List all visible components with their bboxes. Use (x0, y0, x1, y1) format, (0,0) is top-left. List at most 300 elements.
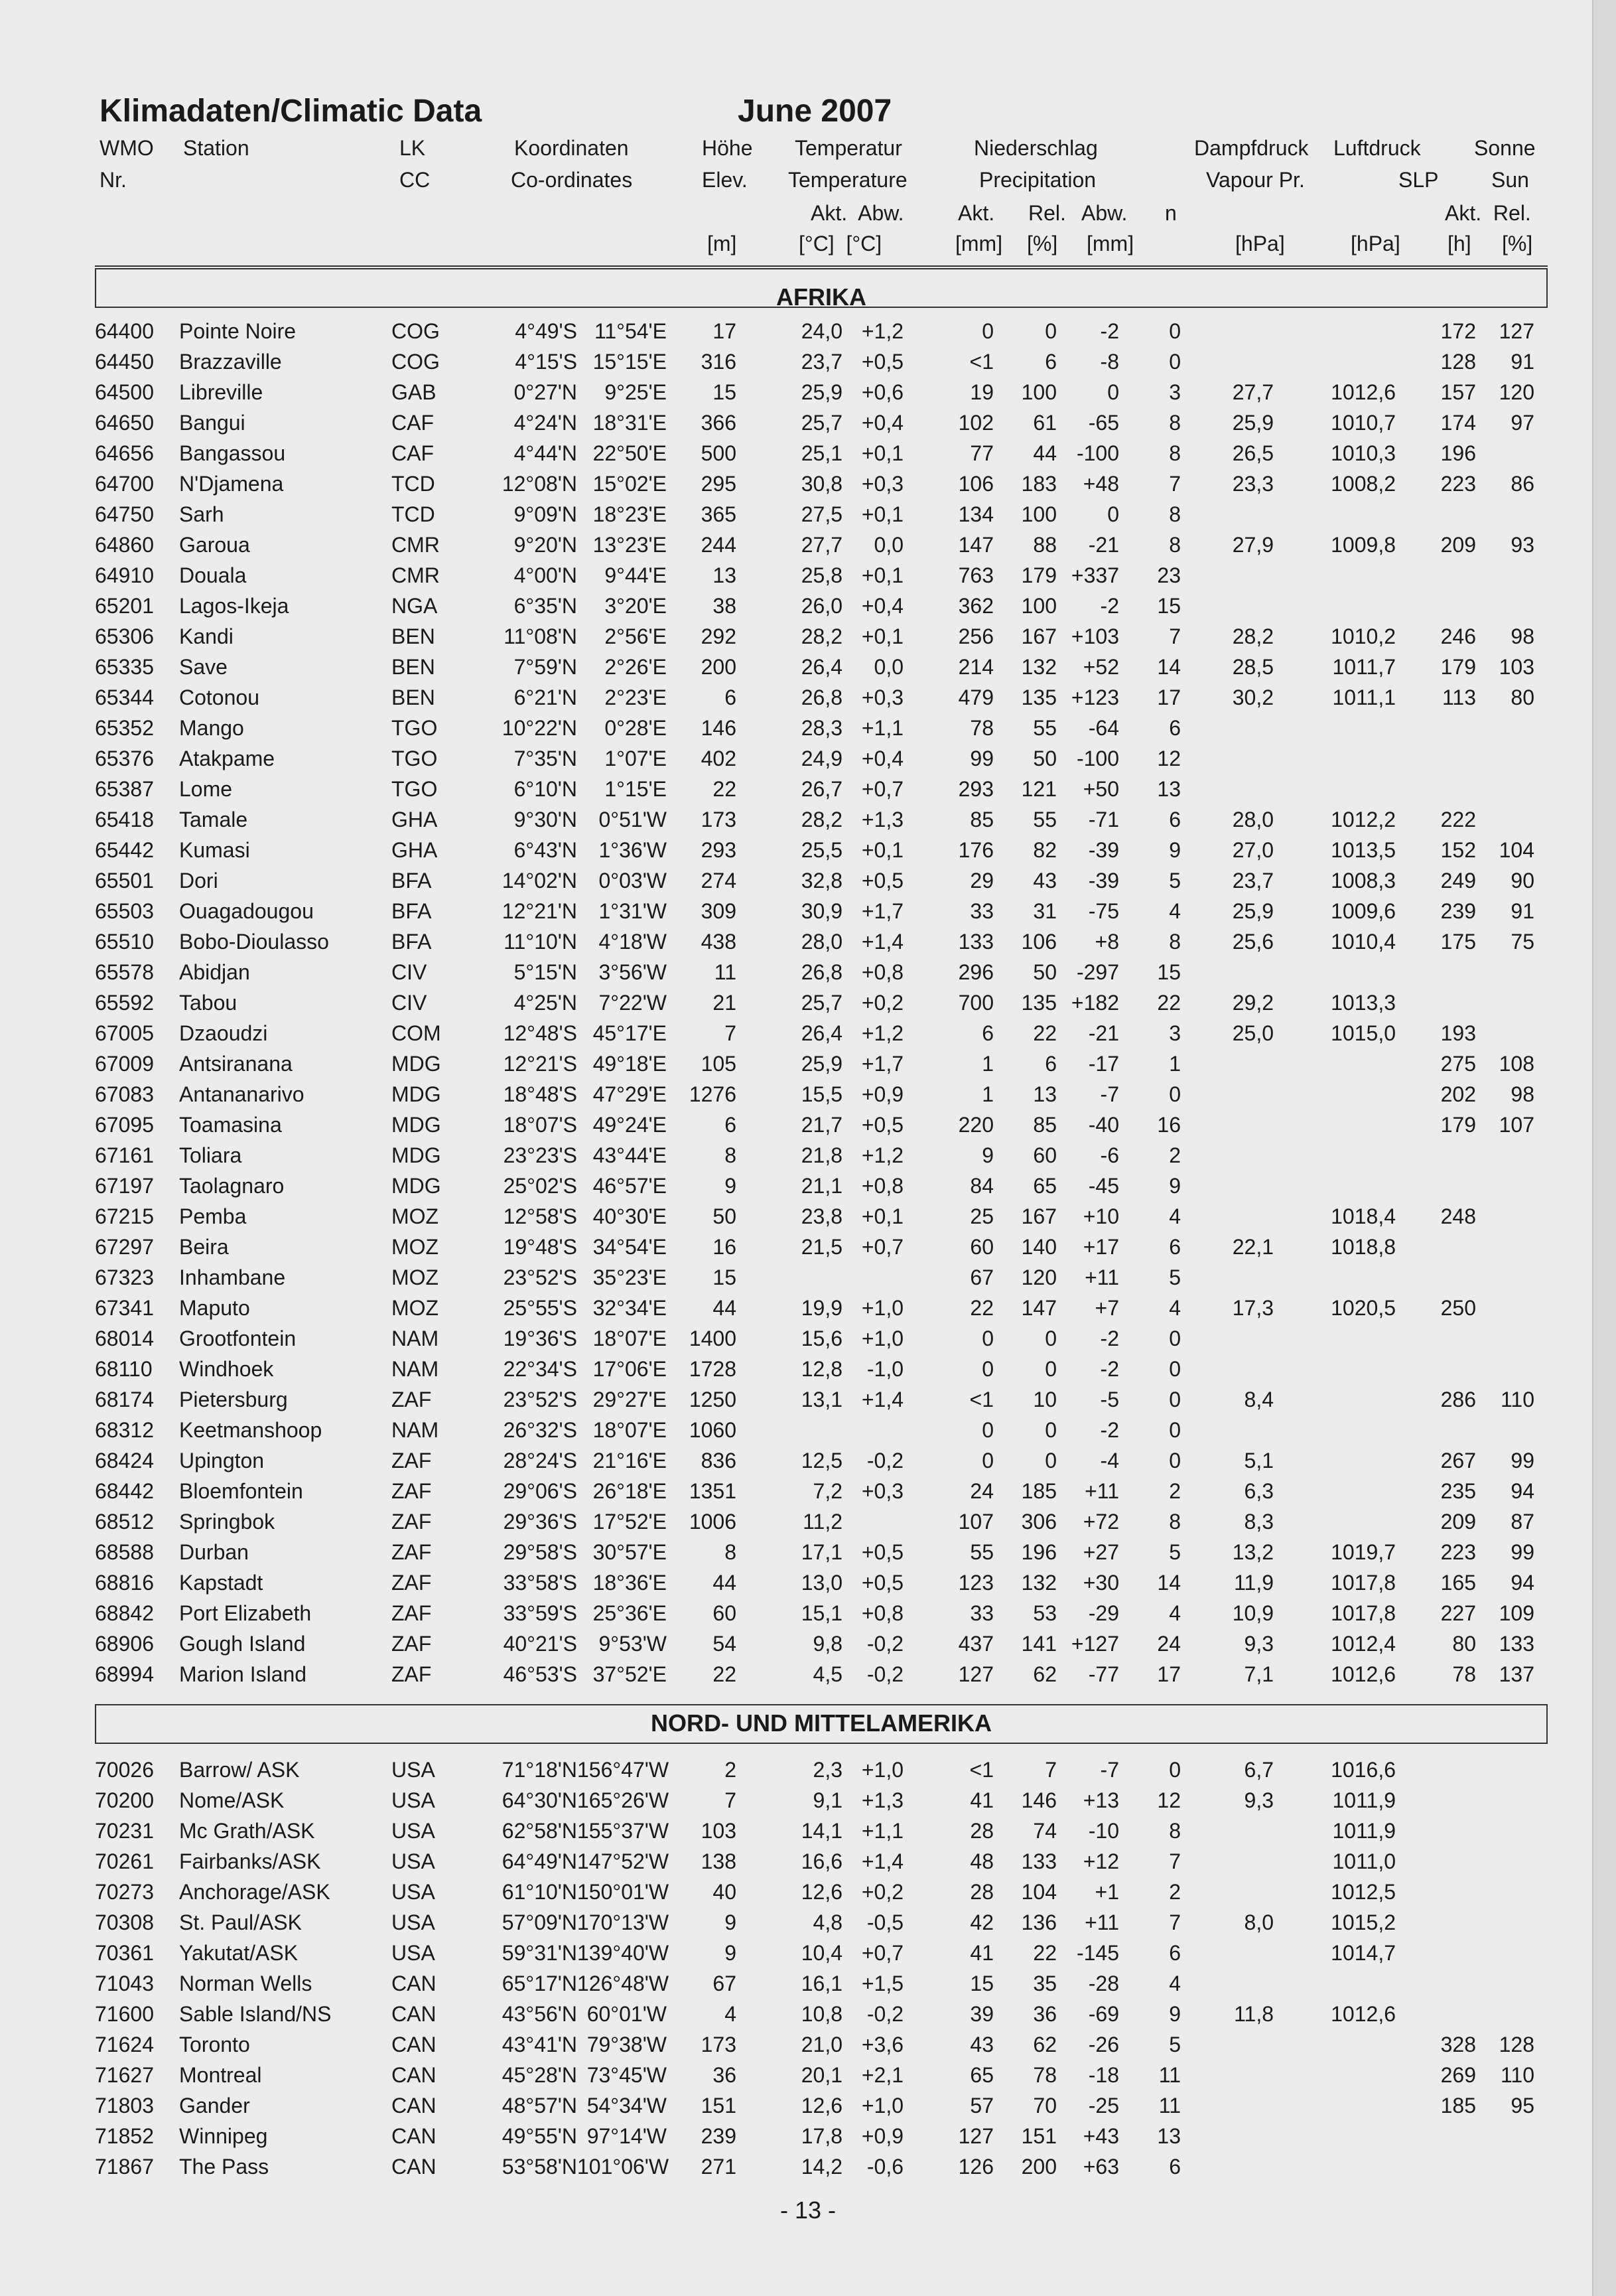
elevation-cell: 13 (712, 563, 736, 587)
country-code-cell: CAN (391, 2063, 437, 2087)
precip-days-cell: 7 (1169, 624, 1181, 648)
precip-deviation-cell: +182 (1071, 991, 1119, 1015)
table-row (0, 1262, 1592, 1293)
precip-relative-cell: 100 (1021, 502, 1057, 526)
longitude-cell: 1°36'W (598, 838, 667, 862)
table-row (0, 316, 1592, 346)
column-header: Dampfdruck (1194, 136, 1309, 160)
sunshine-hours-cell: 223 (1440, 1540, 1476, 1564)
longitude-cell: 18°07'E (592, 1327, 667, 1350)
column-header: [h] (1448, 232, 1471, 255)
temperature-cell: 30,8 (801, 472, 842, 496)
table-row (0, 1048, 1592, 1079)
sunshine-relative-cell: 91 (1511, 350, 1534, 374)
latitude-cell: 43°56'N (502, 2002, 577, 2026)
precip-days-cell: 8 (1169, 930, 1181, 954)
precip-amount-cell: 19 (970, 380, 994, 404)
vapour-pressure-cell: 10,9 (1232, 1601, 1274, 1625)
table-row (0, 987, 1592, 1018)
precip-relative-cell: 43 (1033, 869, 1057, 893)
precip-days-cell: 0 (1169, 1388, 1181, 1411)
table-row (0, 1323, 1592, 1354)
station-name-cell: Kandi (179, 624, 234, 648)
station-name-cell: Ouagadougou (179, 899, 314, 923)
elevation-cell: 11 (714, 960, 736, 984)
sea-level-pressure-cell: 1016,6 (1331, 1758, 1396, 1782)
sea-level-pressure-cell: 1017,8 (1331, 1571, 1396, 1595)
precip-amount-cell: 0 (982, 319, 994, 343)
temperature-cell: 26,8 (801, 685, 842, 709)
table-row (0, 896, 1592, 926)
precip-deviation-cell: -39 (1088, 869, 1119, 893)
precip-deviation-cell: -65 (1088, 411, 1119, 435)
country-code-cell: BFA (391, 930, 432, 954)
temperature-cell: 28,0 (801, 930, 842, 954)
latitude-cell: 4°15'S (515, 350, 577, 374)
temperature-deviation-cell: +1,0 (861, 2094, 904, 2117)
station-name-cell: Libreville (179, 380, 263, 404)
wmo-number-cell: 65578 (95, 960, 154, 984)
column-header: SLP (1398, 168, 1439, 192)
temperature-cell: 30,9 (801, 899, 842, 923)
column-header: Abw. (1081, 201, 1128, 225)
country-code-cell: MOZ (391, 1204, 439, 1228)
elevation-cell: 173 (701, 808, 736, 831)
precip-days-cell: 1 (1169, 1052, 1181, 1076)
latitude-cell: 23°23'S (503, 1143, 577, 1167)
column-header: Temperature (788, 168, 908, 192)
sea-level-pressure-cell: 1012,2 (1331, 808, 1396, 831)
sunshine-hours-cell: 209 (1440, 533, 1476, 557)
station-name-cell: Tamale (179, 808, 248, 831)
temperature-deviation-cell: +0,2 (861, 991, 904, 1015)
latitude-cell: 59°31'N (502, 1941, 577, 1965)
latitude-cell: 5°15'N (513, 960, 577, 984)
elevation-cell: 1060 (689, 1418, 736, 1442)
station-name-cell: Atakpame (179, 747, 275, 770)
wmo-number-cell: 70231 (95, 1819, 154, 1843)
column-header: Luftdruck (1333, 136, 1421, 160)
elevation-cell: 402 (701, 747, 736, 770)
temperature-deviation-cell: 0,0 (874, 533, 904, 557)
column-header: Temperatur (795, 136, 902, 160)
latitude-cell: 33°58'S (503, 1571, 577, 1595)
elevation-cell: 316 (701, 350, 736, 374)
latitude-cell: 7°59'N (513, 655, 577, 679)
wmo-number-cell: 68110 (95, 1357, 153, 1381)
country-code-cell: ZAF (391, 1388, 432, 1411)
precip-deviation-cell: +17 (1083, 1235, 1119, 1259)
latitude-cell: 9°09'N (513, 502, 577, 526)
wmo-number-cell: 65510 (95, 930, 154, 954)
temperature-cell: 25,7 (801, 991, 842, 1015)
precip-amount-cell: 107 (958, 1510, 994, 1534)
temperature-cell: 20,1 (801, 2063, 842, 2087)
country-code-cell: CAN (391, 2033, 437, 2056)
longitude-cell: 9°53'W (598, 1632, 667, 1656)
temperature-cell: 25,5 (801, 838, 842, 862)
wmo-number-cell: 65503 (95, 899, 154, 923)
elevation-cell: 6 (724, 685, 736, 709)
sea-level-pressure-cell: 1013,3 (1331, 991, 1396, 1015)
station-name-cell: The Pass (179, 2155, 269, 2179)
precip-deviation-cell: -17 (1088, 1052, 1119, 1076)
sunshine-relative-cell: 99 (1511, 1449, 1534, 1472)
country-code-cell: NAM (391, 1418, 439, 1442)
temperature-cell: 13,1 (801, 1388, 842, 1411)
latitude-cell: 65°17'N (502, 1972, 577, 1995)
sea-level-pressure-cell: 1008,3 (1331, 869, 1396, 893)
temperature-deviation-cell: +1,7 (861, 1052, 904, 1076)
station-name-cell: Upington (179, 1449, 265, 1472)
vapour-pressure-cell: 25,6 (1232, 930, 1274, 954)
column-header: Station (183, 136, 249, 160)
latitude-cell: 4°44'N (513, 441, 577, 465)
latitude-cell: 18°07'S (503, 1113, 577, 1137)
precip-amount-cell: 220 (958, 1113, 994, 1137)
precip-relative-cell: 100 (1021, 380, 1057, 404)
precip-relative-cell: 55 (1033, 716, 1057, 740)
wmo-number-cell: 71043 (95, 1972, 154, 1995)
sunshine-relative-cell: 91 (1511, 899, 1534, 923)
temperature-deviation-cell: +1,2 (861, 1021, 904, 1045)
country-code-cell: CAN (391, 1972, 437, 1995)
precip-days-cell: 15 (1157, 960, 1181, 984)
latitude-cell: 71°18'N (502, 1758, 577, 1782)
period-title: June 2007 (738, 94, 892, 129)
precip-days-cell: 0 (1169, 1327, 1181, 1350)
elevation-cell: 22 (712, 1662, 736, 1686)
temperature-deviation-cell: +0,5 (861, 869, 904, 893)
precip-relative-cell: 35 (1033, 1972, 1057, 1995)
table-body-north-america (0, 1755, 1592, 2182)
elevation-cell: 105 (701, 1052, 736, 1076)
elevation-cell: 271 (701, 2155, 736, 2179)
precip-days-cell: 8 (1169, 411, 1181, 435)
longitude-cell: 156°47'W (577, 1758, 669, 1782)
precip-amount-cell: 22 (970, 1296, 994, 1320)
precip-days-cell: 23 (1157, 563, 1181, 587)
wmo-number-cell: 67297 (95, 1235, 154, 1259)
table-row (0, 1171, 1592, 1201)
wmo-number-cell: 64910 (95, 563, 154, 587)
elevation-cell: 2 (724, 1758, 736, 1782)
sunshine-relative-cell: 103 (1499, 655, 1534, 679)
precip-deviation-cell: -29 (1088, 1601, 1119, 1625)
precip-relative-cell: 6 (1045, 1052, 1057, 1076)
latitude-cell: 19°36'S (503, 1327, 577, 1350)
precip-deviation-cell: -8 (1100, 350, 1119, 374)
wmo-number-cell: 70308 (95, 1910, 154, 1934)
station-name-cell: Tabou (179, 991, 237, 1015)
vapour-pressure-cell: 9,3 (1244, 1632, 1274, 1656)
latitude-cell: 11°10'N (504, 930, 577, 954)
temperature-deviation-cell: -0,2 (866, 2002, 904, 2026)
country-code-cell: USA (391, 1819, 435, 1843)
precip-days-cell: 7 (1169, 1849, 1181, 1873)
temperature-cell: 27,5 (801, 502, 842, 526)
latitude-cell: 18°48'S (503, 1082, 577, 1106)
sunshine-relative-cell: 94 (1511, 1571, 1534, 1595)
precip-relative-cell: 78 (1033, 2063, 1057, 2087)
elevation-cell: 8 (724, 1540, 736, 1564)
precip-deviation-cell: -2 (1100, 319, 1119, 343)
temperature-deviation-cell: -1,0 (866, 1357, 904, 1381)
precip-days-cell: 2 (1169, 1479, 1181, 1503)
precip-amount-cell: 41 (970, 1941, 994, 1965)
vapour-pressure-cell: 25,9 (1232, 899, 1274, 923)
longitude-cell: 49°24'E (592, 1113, 667, 1137)
temperature-cell: 12,5 (801, 1449, 842, 1472)
sunshine-relative-cell: 95 (1511, 2094, 1534, 2117)
precip-deviation-cell: -21 (1088, 533, 1119, 557)
column-header: Niederschlag (974, 136, 1098, 160)
temperature-deviation-cell: +0,3 (861, 1479, 904, 1503)
section-header-north-america: NORD- UND MITTELAMERIKA (95, 1704, 1548, 1744)
precip-days-cell: 3 (1169, 1021, 1181, 1045)
sunshine-hours-cell: 249 (1440, 869, 1476, 893)
sunshine-hours-cell: 209 (1440, 1510, 1476, 1534)
country-code-cell: BFA (391, 869, 432, 893)
precip-amount-cell: 33 (970, 899, 994, 923)
table-row (0, 591, 1592, 621)
precip-deviation-cell: 0 (1107, 380, 1119, 404)
precip-amount-cell: 42 (970, 1910, 994, 1934)
table-row (0, 1628, 1592, 1659)
temperature-cell: 12,8 (801, 1357, 842, 1381)
precip-deviation-cell: -40 (1088, 1113, 1119, 1137)
precip-amount-cell: <1 (969, 1388, 994, 1411)
temperature-deviation-cell: +0,1 (861, 838, 904, 862)
precip-amount-cell: 700 (958, 991, 994, 1015)
wmo-number-cell: 65352 (95, 716, 154, 740)
station-name-cell: Taolagnaro (179, 1174, 285, 1198)
temperature-cell: 26,7 (801, 777, 842, 801)
header-rule (95, 265, 1548, 267)
column-header: Co-ordinates (511, 168, 633, 192)
precip-relative-cell: 132 (1021, 1571, 1057, 1595)
temperature-deviation-cell: +0,8 (861, 1601, 904, 1625)
country-code-cell: MDG (391, 1082, 441, 1106)
precip-deviation-cell: +63 (1083, 2155, 1119, 2179)
elevation-cell: 44 (712, 1296, 736, 1320)
precip-days-cell: 7 (1169, 472, 1181, 496)
temperature-cell: 17,1 (801, 1540, 842, 1564)
station-name-cell: Yakutat/ASK (179, 1941, 299, 1965)
elevation-cell: 438 (701, 930, 736, 954)
column-header: Koordinaten (514, 136, 629, 160)
station-name-cell: Inhambane (179, 1265, 286, 1289)
sunshine-relative-cell: 93 (1511, 533, 1534, 557)
precip-deviation-cell: -2 (1100, 1327, 1119, 1350)
elevation-cell: 293 (701, 838, 736, 862)
precip-days-cell: 17 (1157, 685, 1181, 709)
temperature-deviation-cell: -0,5 (866, 1910, 904, 1934)
sunshine-hours-cell: 196 (1440, 441, 1476, 465)
station-name-cell: Maputo (179, 1296, 250, 1320)
elevation-cell: 365 (701, 502, 736, 526)
wmo-number-cell: 68994 (95, 1662, 154, 1686)
station-name-cell: Lome (179, 777, 233, 801)
precip-relative-cell: 50 (1033, 747, 1057, 770)
precip-amount-cell: 362 (958, 594, 994, 618)
table-row (0, 560, 1592, 591)
country-code-cell: USA (391, 1880, 435, 1904)
table-row (0, 1140, 1592, 1171)
precip-days-cell: 9 (1169, 1174, 1181, 1198)
latitude-cell: 12°21'S (503, 1052, 577, 1076)
station-name-cell: Marion Island (179, 1662, 307, 1686)
table-row (0, 1659, 1592, 1689)
latitude-cell: 4°24'N (513, 411, 577, 435)
precip-amount-cell: 176 (958, 838, 994, 862)
precip-relative-cell: 147 (1021, 1296, 1057, 1320)
precip-deviation-cell: +127 (1071, 1632, 1119, 1656)
precip-amount-cell: 65 (970, 2063, 994, 2087)
sunshine-relative-cell: 109 (1499, 1601, 1534, 1625)
sea-level-pressure-cell: 1012,5 (1331, 1880, 1396, 1904)
precip-amount-cell: 763 (958, 563, 994, 587)
precip-amount-cell: 29 (970, 869, 994, 893)
sunshine-relative-cell: 97 (1511, 411, 1534, 435)
station-name-cell: Windhoek (179, 1357, 274, 1381)
sea-level-pressure-cell: 1010,2 (1331, 624, 1396, 648)
sunshine-relative-cell: 133 (1499, 1632, 1534, 1656)
sunshine-relative-cell: 128 (1499, 2033, 1534, 2056)
longitude-cell: 40°30'E (592, 1204, 667, 1228)
column-header: Akt. Abw. (811, 201, 904, 225)
precip-relative-cell: 44 (1033, 441, 1057, 465)
temperature-deviation-cell: +0,7 (861, 777, 904, 801)
column-header: [hPa] (1351, 232, 1400, 255)
longitude-cell: 2°23'E (604, 685, 667, 709)
longitude-cell: 170°13'W (577, 1910, 669, 1934)
country-code-cell: CMR (391, 563, 440, 587)
precip-days-cell: 6 (1169, 1941, 1181, 1965)
table-row (0, 1999, 1592, 2029)
temperature-deviation-cell: +0,1 (861, 502, 904, 526)
precip-relative-cell: 61 (1033, 411, 1057, 435)
longitude-cell: 35°23'E (592, 1265, 667, 1289)
precip-relative-cell: 183 (1021, 472, 1057, 496)
country-code-cell: MDG (391, 1052, 441, 1076)
longitude-cell: 155°37'W (577, 1819, 669, 1843)
precip-deviation-cell: +12 (1083, 1849, 1119, 1873)
precip-relative-cell: 200 (1021, 2155, 1057, 2179)
elevation-cell: 9 (724, 1174, 736, 1198)
wmo-number-cell: 65201 (95, 594, 154, 618)
precip-relative-cell: 120 (1021, 1265, 1057, 1289)
precip-days-cell: 3 (1169, 380, 1181, 404)
vapour-pressure-cell: 26,5 (1232, 441, 1274, 465)
longitude-cell: 4°18'W (598, 930, 667, 954)
wmo-number-cell: 67341 (95, 1296, 154, 1320)
elevation-cell: 9 (724, 1910, 736, 1934)
country-code-cell: NAM (391, 1327, 439, 1350)
temperature-deviation-cell: +0,9 (861, 1082, 904, 1106)
wmo-number-cell: 65306 (95, 624, 154, 648)
country-code-cell: TGO (391, 716, 438, 740)
longitude-cell: 126°48'W (577, 1972, 669, 1995)
temperature-deviation-cell: +0,9 (861, 2124, 904, 2148)
precip-days-cell: 8 (1169, 502, 1181, 526)
table-row (0, 621, 1592, 652)
table-row (0, 1968, 1592, 1999)
elevation-cell: 1728 (689, 1357, 736, 1381)
latitude-cell: 6°21'N (513, 685, 577, 709)
latitude-cell: 10°22'N (502, 716, 577, 740)
precip-days-cell: 9 (1169, 838, 1181, 862)
elevation-cell: 1250 (689, 1388, 736, 1411)
temperature-deviation-cell: +1,2 (861, 1143, 904, 1167)
table-row (0, 1354, 1592, 1384)
precip-relative-cell: 151 (1021, 2124, 1057, 2148)
temperature-deviation-cell: +0,4 (861, 411, 904, 435)
temperature-deviation-cell: +1,0 (861, 1758, 904, 1782)
table-row (0, 438, 1592, 468)
precip-relative-cell: 36 (1033, 2002, 1057, 2026)
precip-amount-cell: 43 (970, 2033, 994, 2056)
precip-amount-cell: 28 (970, 1880, 994, 1904)
country-code-cell: COG (391, 319, 440, 343)
sea-level-pressure-cell: 1012,6 (1331, 380, 1396, 404)
table-row (0, 743, 1592, 774)
table-row (0, 2151, 1592, 2182)
latitude-cell: 48°57'N (502, 2094, 577, 2117)
precip-days-cell: 12 (1157, 747, 1181, 770)
country-code-cell: TCD (391, 502, 435, 526)
sea-level-pressure-cell: 1011,9 (1332, 1819, 1396, 1843)
table-row (0, 1384, 1592, 1415)
vapour-pressure-cell: 28,2 (1232, 624, 1274, 648)
precip-amount-cell: 147 (958, 533, 994, 557)
country-code-cell: ZAF (391, 1601, 432, 1625)
sunshine-hours-cell: 172 (1440, 319, 1476, 343)
country-code-cell: NGA (391, 594, 438, 618)
precip-amount-cell: 99 (970, 747, 994, 770)
precip-deviation-cell: -18 (1088, 2063, 1119, 2087)
temperature-deviation-cell: -0,6 (866, 2155, 904, 2179)
temperature-cell: 25,7 (801, 411, 842, 435)
precip-deviation-cell: +72 (1083, 1510, 1119, 1534)
longitude-cell: 7°22'W (598, 991, 667, 1015)
latitude-cell: 25°02'S (503, 1174, 577, 1198)
sunshine-relative-cell: 90 (1511, 869, 1534, 893)
station-name-cell: Kapstadt (179, 1571, 263, 1595)
country-code-cell: ZAF (391, 1449, 432, 1472)
country-code-cell: ZAF (391, 1479, 432, 1503)
temperature-cell: 25,9 (801, 1052, 842, 1076)
sea-level-pressure-cell: 1014,7 (1331, 1941, 1396, 1965)
temperature-cell: 21,7 (801, 1113, 842, 1137)
precip-deviation-cell: -71 (1088, 808, 1119, 831)
temperature-cell: 28,2 (801, 624, 842, 648)
precip-days-cell: 0 (1169, 350, 1181, 374)
elevation-cell: 4 (724, 2002, 736, 2026)
sunshine-hours-cell: 248 (1440, 1204, 1476, 1228)
latitude-cell: 11°08'N (504, 624, 577, 648)
temperature-deviation-cell: +1,4 (861, 1849, 904, 1873)
longitude-cell: 2°56'E (604, 624, 667, 648)
elevation-cell: 17 (712, 319, 736, 343)
station-name-cell: Brazzaville (179, 350, 282, 374)
station-name-cell: Mango (179, 716, 244, 740)
vapour-pressure-cell: 30,2 (1232, 685, 1274, 709)
longitude-cell: 147°52'W (577, 1849, 669, 1873)
table-row (0, 1755, 1592, 1785)
precip-amount-cell: 85 (970, 808, 994, 831)
country-code-cell: CAN (391, 2002, 437, 2026)
